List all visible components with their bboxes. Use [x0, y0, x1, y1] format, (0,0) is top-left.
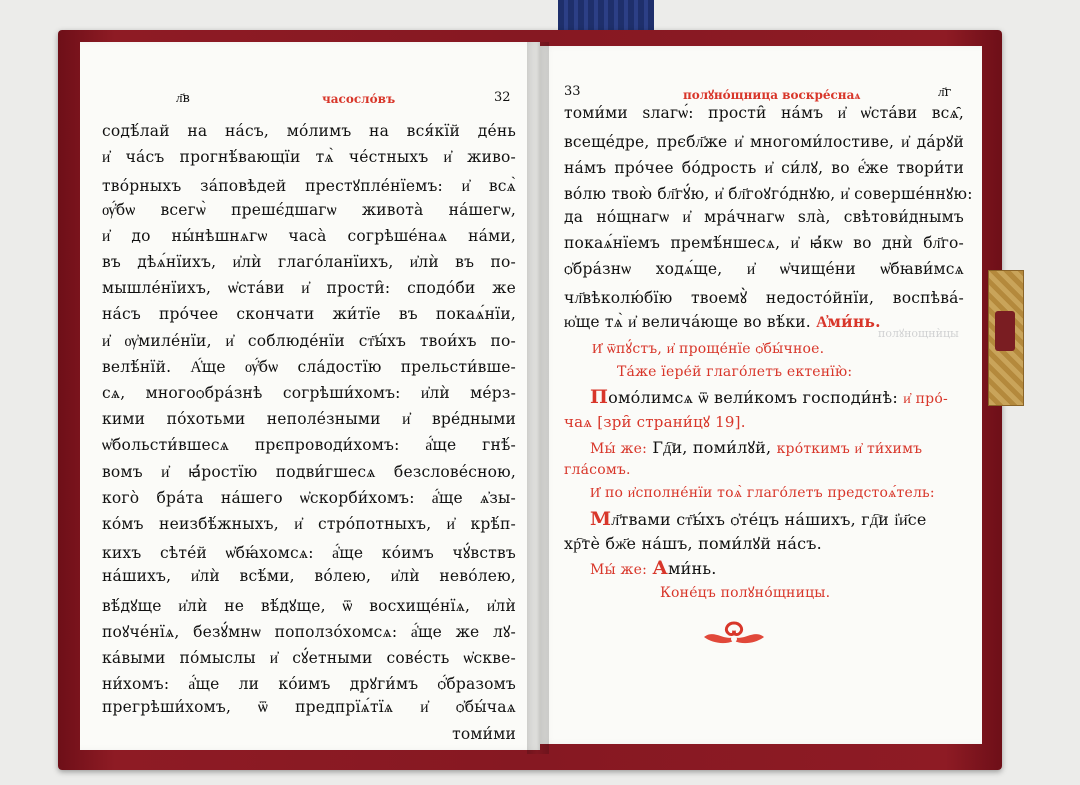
left-text-line: поꙋче́нїѧ, безꙋ́мнѡ поползо́хомсѧ: а҆́ще же лꙋ-: [102, 622, 516, 641]
lord-have-mercy-line: [590, 436, 922, 458]
gold-bookmark: [988, 270, 1024, 406]
rubric-dismissal: И҆ ѿпꙋ́стъ, и҆ проще́нїе ѻ҆бы́чное.: [592, 341, 825, 357]
bleed-through-text: полꙋнощнѝцы: [878, 327, 959, 340]
left-text-line: томи́ми: [452, 724, 516, 743]
right-text-line: во́лю твою̀ бл҃гꙋ́ю, и҆ бл҃гоꙋго́днꙋю, и҆ соверше́ннꙋю:: [564, 185, 973, 203]
left-page-running-title: часосло́въ: [322, 92, 396, 106]
molitvami-initial: М: [590, 508, 612, 530]
right-text-line: покаѧ́нїемъ премѣ́ншесѧ, и҆ ꙗ҆́кѡ во днѝ бл҃го-: [564, 234, 964, 252]
right-text-line: ѻ҆бра́знѡ ходѧ́ще, и҆ ѡ҆чище́ни ѡ҆бꙗви́мсѧ: [564, 260, 964, 278]
pomolimsya-rubric: и҆ про́-: [903, 391, 948, 407]
right-text-line: чл҃вѣколю́бїю твоемꙋ̀ недосто́йнїи, воспѣва́-: [564, 289, 964, 307]
red-ornament-icon: [700, 619, 768, 649]
left-text-line: вѣ́дꙋще и҆лѝ не вѣ́дꙋще, ѿ восхище́нїѧ, и҆лѝ: [102, 596, 516, 615]
gently-quietly-rubric: кро́ткимъ и҆ ти́химъ: [776, 441, 923, 457]
left-text-line: мышле́нїихъ, ѡ҆ста́ви и҆ прости̑: сподо́би же: [102, 279, 516, 298]
pomolimsya-text: омо́лимсѧ ѿ вели́комъ господи́нѣ:: [608, 388, 898, 407]
pomolimsya-initial: П: [590, 386, 609, 408]
left-text-line: тво́рныхъ за́повѣдей престꙋпле́нїемъ: и҆ всѧ̀: [102, 177, 516, 196]
choir-label: Мы́ же:: [590, 441, 648, 457]
molitvami-text-1: л҃твами ст҃ы́хъ ѻ҆те́цъ на́шихъ, гд҇и і҆и҃се: [611, 510, 927, 529]
right-page-folio-letters: л҃г: [938, 85, 952, 100]
left-page-folio-letters: л҃в: [176, 91, 190, 106]
left-text-line: на́шихъ, и҆лѝ всѣ́ми, во́лею, и҆лѝ нево́лею,: [102, 567, 516, 586]
left-text-line: ко́мъ неизбѣ́жныхъ, и҆ стро́потныхъ, и҆ крѣ́п-: [102, 515, 516, 533]
prayer-ending-text: ю҆ще тѧ̀ и҆ велича́юще во вѣ́ки.: [564, 313, 817, 331]
left-text-line: ни́хомъ: а҆́ще ли ко́имъ дрꙋги́мъ ѻ҆́бразомъ: [102, 675, 516, 694]
pomolimsya-line: [590, 386, 948, 408]
left-text-line: ка́выми по́мыслы и҆ сꙋ́етными сове́сть ѡ҆скве-: [102, 649, 516, 667]
left-text-line: вомъ и҆ ꙗ҆́ростїю подви́гшесѧ безслове́сною,: [102, 462, 516, 481]
book-spine: [527, 42, 549, 754]
right-text-line: всеще́дре, прєбл҃же и҆ многоми́лостиве, и҆ да́рꙋй: [564, 133, 964, 151]
left-text-line: ѡ҆больсти́вшесѧ прєпроводи́хомъ: а҆́ще гнѣ́-: [102, 436, 516, 455]
right-page-running-title: полꙋно́щница воскре́снаѧ: [683, 88, 861, 102]
left-text-line: и҆ до ны́нѣшнѧгѡ часа̀ согрѣше́наѧ на́ми,: [102, 226, 516, 245]
left-text-line: въ дѣѧ́нїихъ, и҆лѝ глаго́ланїихъ, и҆лѝ въ по-: [102, 253, 516, 271]
rubric-presider: И҆ по и҆сполне́нїи тоѧ̀ глаго́летъ предстоѧ́тель:: [590, 485, 935, 501]
with-voice-rubric: гла́сомъ.: [564, 462, 631, 478]
left-text-line: прегрѣши́хомъ, ѿ предпрїѧ́тїѧ и҆ ѻ҆бы́чаѧ: [102, 698, 516, 717]
left-text-line: кими по́хотьми неполе́зными и҆ вре́дными: [102, 410, 516, 429]
amen-red: А҆ми́нь.: [816, 312, 881, 331]
left-text-line: ѹ҆́бѡ всегѡ̀ прешє́дшагѡ живота̀ на́шегѡ,: [102, 200, 516, 219]
left-text-line: и҆ ѹ҆миле́нїи, и҆ соблюде́нїи ст҃ы́хъ твои́хъ по-: [102, 331, 516, 350]
end-of-midnight-office: Коне́цъ полꙋно́щницы.: [660, 585, 831, 601]
right-text-line: томи́ми ѕлагѡ́: прости̑ на́мъ и҆ ѡ҆ста́ви всѧ̑,: [564, 104, 964, 122]
left-text-line: и҆ ча́съ прогнѣ́вающїи тѧ̀ че́стныхъ и҆ живо-: [102, 148, 516, 167]
right-text-line: да но́щнагѡ и҆ мра́чнагѡ ѕла̀, свѣтови́днымъ: [564, 208, 964, 226]
left-text-line: сѧ, многоѻбра́знѣ согрѣши́хомъ: и҆лѝ ме́рз-: [102, 384, 516, 402]
left-page-number: 32: [494, 90, 511, 105]
lord-have-mercy-text: Гд҇и, поми́лꙋй,: [652, 438, 772, 457]
molitvami-line-1: [590, 508, 927, 530]
right-page-number: 33: [564, 84, 581, 99]
final-amen-line: [590, 557, 717, 579]
rubric-ektenia: Та́же їере́й глаго́летъ ектенїю̀:: [617, 364, 853, 380]
amen-initial: А: [652, 557, 668, 579]
amen-text: ми́нь.: [668, 559, 717, 578]
left-text-line: кихъ сѣте́й ѡ҆бꙗ́хомсѧ: а҆́ще ко́имъ чꙋ́вствъ: [102, 544, 516, 563]
molitvami-line-2: хр҇тѐ бж҃е на́шъ, поми́лꙋй на́съ.: [564, 534, 822, 553]
left-text-line: на́съ про́чее скончати жи́тїе въ покаѧ́нїи,: [102, 305, 516, 324]
right-text-line: на́мъ про́чее бо́дрость и҆ си́лꙋ, во е҆́же твори́ти: [564, 159, 964, 177]
choir-label-2: Мы́ же:: [590, 562, 648, 578]
see-page-19: чаѧ [зри̑ страни́цꙋ 19].: [564, 413, 746, 431]
left-text-line: кого̀ бра́та на́шего ѡ҆скорби́хомъ: а҆́ще ѧ҆зы-: [102, 488, 516, 507]
left-text-line: содѣ́лай на на́съ, мо́лимъ на вся́кїй де́нь: [102, 122, 516, 140]
left-text-line: велѣ́нїй. А҆́ще ѹ҆́бѡ сла́достїю прельсти́вше-: [102, 357, 516, 376]
